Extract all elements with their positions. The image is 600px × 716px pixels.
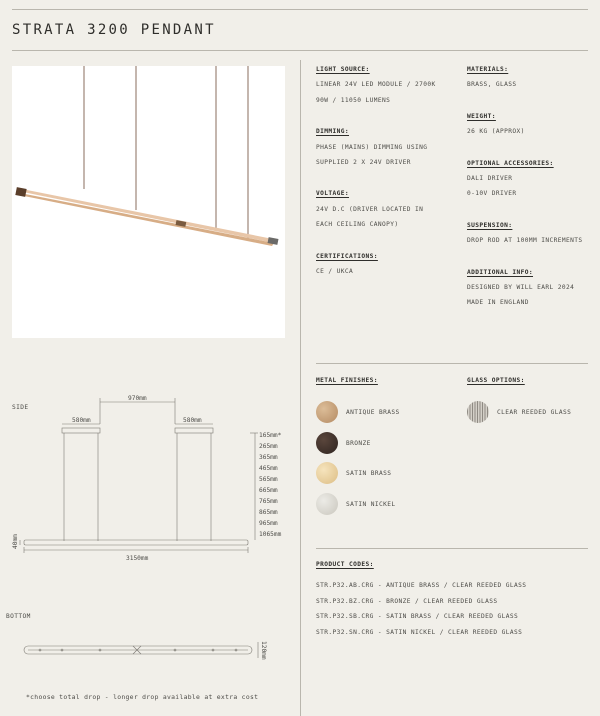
spec-light-source: LIGHT SOURCE: LINEAR 24V LED MODULE / 2700K 90W / 11050 LUMENS <box>316 66 436 104</box>
glass-clear-reeded[interactable]: CLEAR REEDED GLASS <box>467 401 571 423</box>
side-view-drawing <box>0 388 300 568</box>
product-code-sb: STR.P32.SB.CRG - SATIN BRASS / CLEAR REEDED GLASS <box>316 613 519 620</box>
dim-depth: 120mm <box>260 641 267 660</box>
specs-left <box>316 62 456 295</box>
satin-brass-swatch <box>316 462 338 484</box>
side-view-label: SIDE <box>12 404 29 411</box>
drop-3: 465mm <box>259 465 278 472</box>
pendant-illustration <box>12 66 285 338</box>
finish-antique-brass[interactable]: ANTIQUE BRASS <box>316 401 400 423</box>
drop-8: 965mm <box>259 520 278 527</box>
title-rule <box>12 50 588 51</box>
product-code-ab: STR.P32.AB.CRG - ANTIQUE BRASS / CLEAR REEDED GLASS <box>316 582 527 589</box>
finishes-rule <box>316 363 588 364</box>
specs-right <box>467 62 600 327</box>
product-code-bz: STR.P32.BZ.CRG - BRONZE / CLEAR REEDED GLASS <box>316 597 498 605</box>
bottom-view-label: BOTTOM <box>6 613 31 620</box>
product-code-sn: STR.P32.SN.CRG - SATIN NICKEL / CLEAR REEDED GLASS <box>316 628 523 636</box>
metal-finishes-heading: METAL FINISHES: <box>316 377 378 384</box>
clear-reeded-glass-swatch <box>467 401 489 423</box>
finish-satin-nickel[interactable]: SATIN NICKEL <box>316 493 396 515</box>
bottom-view-drawing <box>0 630 300 675</box>
spec-suspension: SUSPENSION: DROP ROD AT 100MM INCREMENTS <box>467 221 583 245</box>
antique-brass-swatch <box>316 401 338 423</box>
finish-bronze[interactable]: BRONZE <box>316 432 371 454</box>
dim-width: 3150mm <box>126 555 149 562</box>
dim-left: 580mm <box>72 417 91 424</box>
satin-nickel-swatch <box>316 493 338 515</box>
drop-7: 865mm <box>259 509 278 516</box>
drop-6: 765mm <box>259 498 278 505</box>
glass-options-heading: GLASS OPTIONS: <box>467 377 525 384</box>
drop-4: 565mm <box>259 476 278 483</box>
dim-height: 40mm <box>12 534 19 549</box>
finish-satin-brass[interactable]: SATIN BRASS <box>316 462 391 484</box>
drop-2: 365mm <box>259 454 278 461</box>
page-title: STRATA 3200 PENDANT <box>12 22 216 38</box>
spec-optional-accessories: OPTIONAL ACCESSORIES: DALI DRIVER 0-10V DRIVER <box>467 159 554 198</box>
spec-dimming: DIMMING: PHASE (MAINS) DIMMING USING SUPPLIED 2 X 24V DRIVER <box>316 128 428 167</box>
center-divider <box>300 60 301 716</box>
spec-additional-info: ADDITIONAL INFO: DESIGNED BY WILL EARL 2024 MADE IN ENGLAND <box>467 268 575 307</box>
dim-right: 580mm <box>183 417 202 424</box>
spec-materials: MATERIALS: BRASS, GLASS <box>467 66 517 89</box>
drop-0: 165mm* <box>259 432 282 439</box>
dim-center: 970mm <box>128 395 147 402</box>
footnote: *choose total drop - longer drop available at extra cost <box>26 693 259 701</box>
spec-voltage: VOLTAGE: 24V D.C (DRIVER LOCATED IN EACH CEILING CANOPY) <box>316 190 424 229</box>
spec-certifications: CERTIFICATIONS: CE / UKCA <box>316 252 378 276</box>
product-codes-list <box>316 578 526 640</box>
product-photo <box>12 66 285 338</box>
product-codes-heading: PRODUCT CODES: <box>316 561 374 568</box>
spec-weight: WEIGHT: 26 KG (APPROX) <box>467 112 525 136</box>
drop-1: 265mm <box>259 443 278 450</box>
drop-9: 1065mm <box>259 531 282 538</box>
codes-rule <box>316 548 588 549</box>
drop-5: 665mm <box>259 487 278 494</box>
top-rule <box>12 9 588 10</box>
bronze-swatch <box>316 432 338 454</box>
